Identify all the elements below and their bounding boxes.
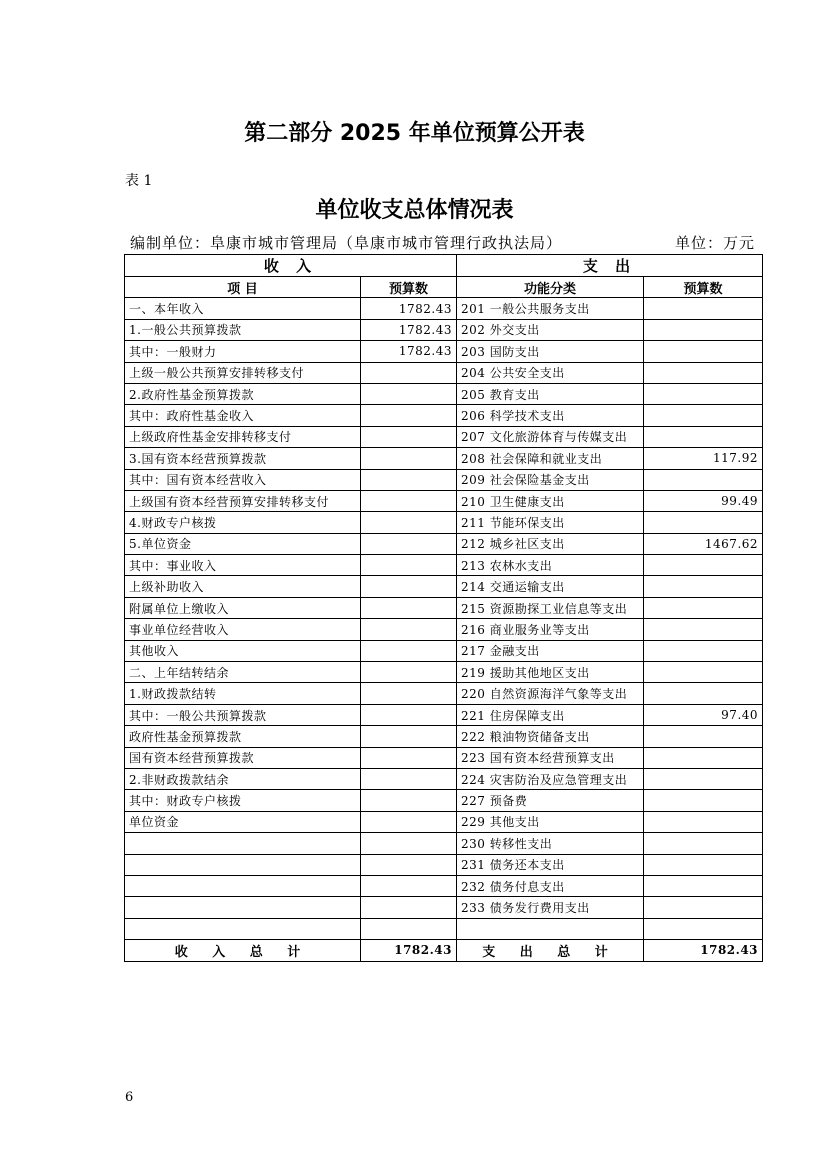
table-row	[125, 405, 763, 426]
expense-value-cell	[644, 683, 763, 704]
expense-value-cell	[644, 875, 763, 896]
income-item-cell: 事业单位经营收入	[125, 619, 361, 640]
expense-value-cell	[644, 747, 763, 768]
income-total-label: 收 入 总 计	[125, 940, 361, 961]
income-item-cell: 其中：事业收入	[125, 555, 361, 576]
income-item-cell: 5.单位资金	[125, 533, 361, 554]
meta-row	[130, 232, 755, 252]
expense-value-cell	[644, 512, 763, 533]
income-item-cell: 附属单位上缴收入	[125, 597, 361, 618]
table-row	[125, 747, 763, 768]
table-row	[125, 683, 763, 704]
table-row	[125, 768, 763, 789]
table-row	[125, 619, 763, 640]
expense-item-cell: 215 资源勘探工业信息等支出	[457, 597, 644, 618]
income-value-cell	[361, 597, 457, 618]
table-row	[125, 319, 763, 340]
expense-value-cell: 97.40	[644, 704, 763, 725]
table-row	[125, 875, 763, 896]
income-value-cell	[361, 897, 457, 918]
expense-total-label: 支 出 总 计	[457, 940, 644, 961]
income-item-cell: 国有资本经营预算拨款	[125, 747, 361, 768]
table-body	[125, 298, 763, 940]
income-value-cell	[361, 704, 457, 725]
income-item-cell: 4.财政专户核拨	[125, 512, 361, 533]
table-row	[125, 383, 763, 404]
income-value-cell	[361, 405, 457, 426]
expense-value-cell	[644, 341, 763, 362]
total-row	[125, 940, 763, 961]
expense-value-cell	[644, 619, 763, 640]
income-value-cell	[361, 533, 457, 554]
income-item-cell: 1.一般公共预算拨款	[125, 319, 361, 340]
income-total-value: 1782.43	[361, 940, 457, 961]
table-row	[125, 555, 763, 576]
income-value-cell	[361, 768, 457, 789]
income-item-cell: 3.国有资本经营预算拨款	[125, 448, 361, 469]
expense-item-cell: 223 国有资本经营预算支出	[457, 747, 644, 768]
expense-item-cell: 211 节能环保支出	[457, 512, 644, 533]
income-value-cell	[361, 490, 457, 511]
income-value-cell	[361, 683, 457, 704]
expense-value-cell	[644, 405, 763, 426]
income-value-cell	[361, 875, 457, 896]
expense-item-cell: 229 其他支出	[457, 811, 644, 832]
income-item-cell: 上级一般公共预算安排转移支付	[125, 362, 361, 383]
expense-value-cell	[644, 319, 763, 340]
budget-table	[124, 254, 763, 962]
income-value-cell	[361, 640, 457, 661]
income-value-cell: 1782.43	[361, 298, 457, 319]
expense-value-cell	[644, 426, 763, 447]
income-item-cell: 其中：一般财力	[125, 341, 361, 362]
expense-item-cell: 216 商业服务业等支出	[457, 619, 644, 640]
item-column-header: 项 目	[125, 277, 361, 298]
part-title: 第二部分 2025 年单位预算公开表	[244, 121, 585, 146]
income-value-cell	[361, 362, 457, 383]
expense-item-cell: 232 债务付息支出	[457, 875, 644, 896]
expense-item-cell	[457, 918, 644, 939]
income-value-cell	[361, 576, 457, 597]
income-value-cell	[361, 662, 457, 683]
expense-item-cell: 214 交通运输支出	[457, 576, 644, 597]
income-item-cell: 上级补助收入	[125, 576, 361, 597]
expense-item-cell: 205 教育支出	[457, 383, 644, 404]
table-row	[125, 597, 763, 618]
income-value-cell	[361, 555, 457, 576]
income-item-cell	[125, 918, 361, 939]
expense-value-cell	[644, 597, 763, 618]
income-value-cell	[361, 619, 457, 640]
income-item-cell: 其中：一般公共预算拨款	[125, 704, 361, 725]
expense-value-cell	[644, 790, 763, 811]
income-item-cell: 政府性基金预算拨款	[125, 726, 361, 747]
expense-value-cell	[644, 362, 763, 383]
expense-value-cell	[644, 640, 763, 661]
compiling-unit: 编制单位：阜康市城市管理局（阜康市城市管理行政执法局）	[130, 234, 563, 252]
table-row	[125, 854, 763, 875]
income-value-cell: 1782.43	[361, 319, 457, 340]
expense-value-cell	[644, 918, 763, 939]
income-value-cell: 1782.43	[361, 341, 457, 362]
income-value-cell	[361, 448, 457, 469]
income-value-cell	[361, 833, 457, 854]
income-value-cell	[361, 512, 457, 533]
income-item-cell: 二、上年结转结余	[125, 662, 361, 683]
income-item-cell: 一、本年收入	[125, 298, 361, 319]
income-value-cell	[361, 811, 457, 832]
expense-value-cell: 1467.62	[644, 533, 763, 554]
table-label: 表 1	[125, 173, 153, 189]
expense-value-cell	[644, 298, 763, 319]
expense-item-cell: 212 城乡社区支出	[457, 533, 644, 554]
income-item-cell	[125, 897, 361, 918]
table-row	[125, 341, 763, 362]
expense-value-cell	[644, 811, 763, 832]
income-item-cell: 其中：政府性基金收入	[125, 405, 361, 426]
income-item-cell: 单位资金	[125, 811, 361, 832]
expense-value-cell	[644, 469, 763, 490]
expense-value-cell	[644, 662, 763, 683]
income-section-header: 收 入	[125, 255, 457, 277]
expense-item-cell: 224 灾害防治及应急管理支出	[457, 768, 644, 789]
table-row	[125, 469, 763, 490]
expense-item-cell: 222 粮油物资储备支出	[457, 726, 644, 747]
table-row	[125, 426, 763, 447]
expense-value-cell	[644, 555, 763, 576]
income-value-cell	[361, 726, 457, 747]
income-item-cell	[125, 854, 361, 875]
expense-item-cell: 219 援助其他地区支出	[457, 662, 644, 683]
table-row	[125, 490, 763, 511]
expense-item-cell: 210 卫生健康支出	[457, 490, 644, 511]
income-value-cell	[361, 790, 457, 811]
income-item-cell	[125, 833, 361, 854]
income-item-cell: 2.非财政拨款结余	[125, 768, 361, 789]
expense-item-cell: 220 自然资源海洋气象等支出	[457, 683, 644, 704]
income-value-cell	[361, 747, 457, 768]
income-item-cell: 上级政府性基金安排转移支付	[125, 426, 361, 447]
expense-value-cell	[644, 897, 763, 918]
income-value-cell	[361, 426, 457, 447]
expense-section-header: 支 出	[457, 255, 763, 277]
expense-value-cell: 117.92	[644, 448, 763, 469]
table-row	[125, 833, 763, 854]
table-row	[125, 897, 763, 918]
expense-item-cell: 209 社会保险基金支出	[457, 469, 644, 490]
table-row	[125, 533, 763, 554]
expense-total-value: 1782.43	[644, 940, 763, 961]
income-item-cell: 2.政府性基金预算拨款	[125, 383, 361, 404]
income-item-cell: 上级国有资本经营预算安排转移支付	[125, 490, 361, 511]
table-row	[125, 918, 763, 939]
income-item-cell	[125, 875, 361, 896]
expense-value-cell	[644, 768, 763, 789]
table-row	[125, 726, 763, 747]
income-item-cell: 1.财政拨款结转	[125, 683, 361, 704]
page-number: 6	[125, 1090, 134, 1105]
expense-item-cell: 202 外交支出	[457, 319, 644, 340]
income-value-cell	[361, 854, 457, 875]
expense-item-cell: 203 国防支出	[457, 341, 644, 362]
expense-item-cell: 204 公共安全支出	[457, 362, 644, 383]
expense-item-cell: 217 金融支出	[457, 640, 644, 661]
expense-item-cell: 201 一般公共服务支出	[457, 298, 644, 319]
expense-item-cell: 208 社会保障和就业支出	[457, 448, 644, 469]
income-value-cell	[361, 383, 457, 404]
expense-item-cell: 233 债务发行费用支出	[457, 897, 644, 918]
income-item-cell: 其中：财政专户核拨	[125, 790, 361, 811]
income-value-cell	[361, 918, 457, 939]
table-row	[125, 298, 763, 319]
table-row	[125, 640, 763, 661]
table-row	[125, 704, 763, 725]
expense-value-cell	[644, 726, 763, 747]
expense-item-cell: 207 文化旅游体育与传媒支出	[457, 426, 644, 447]
table-row	[125, 790, 763, 811]
expense-item-cell: 221 住房保障支出	[457, 704, 644, 725]
table-row	[125, 362, 763, 383]
expense-value-cell: 99.49	[644, 490, 763, 511]
expense-item-cell: 206 科学技术支出	[457, 405, 644, 426]
expense-value-cell	[644, 576, 763, 597]
expense-item-cell: 227 预备费	[457, 790, 644, 811]
expense-value-cell	[644, 383, 763, 404]
income-item-cell: 其他收入	[125, 640, 361, 661]
table-row	[125, 576, 763, 597]
expense-value-cell	[644, 833, 763, 854]
unit-label: 单位：万元	[674, 234, 755, 252]
table-row	[125, 448, 763, 469]
expense-item-cell: 213 农林水支出	[457, 555, 644, 576]
income-budget-column-header: 预算数	[361, 277, 457, 298]
document-title: 单位收支总体情况表	[315, 198, 514, 223]
table-row	[125, 512, 763, 533]
table-row	[125, 662, 763, 683]
section-header-row	[125, 255, 763, 277]
column-header-row	[125, 277, 763, 298]
function-class-column-header: 功能分类	[457, 277, 644, 298]
expense-item-cell: 230 转移性支出	[457, 833, 644, 854]
table-row	[125, 811, 763, 832]
income-value-cell	[361, 469, 457, 490]
expense-value-cell	[644, 854, 763, 875]
income-item-cell: 其中：国有资本经营收入	[125, 469, 361, 490]
expense-item-cell: 231 债务还本支出	[457, 854, 644, 875]
expense-budget-column-header: 预算数	[644, 277, 763, 298]
